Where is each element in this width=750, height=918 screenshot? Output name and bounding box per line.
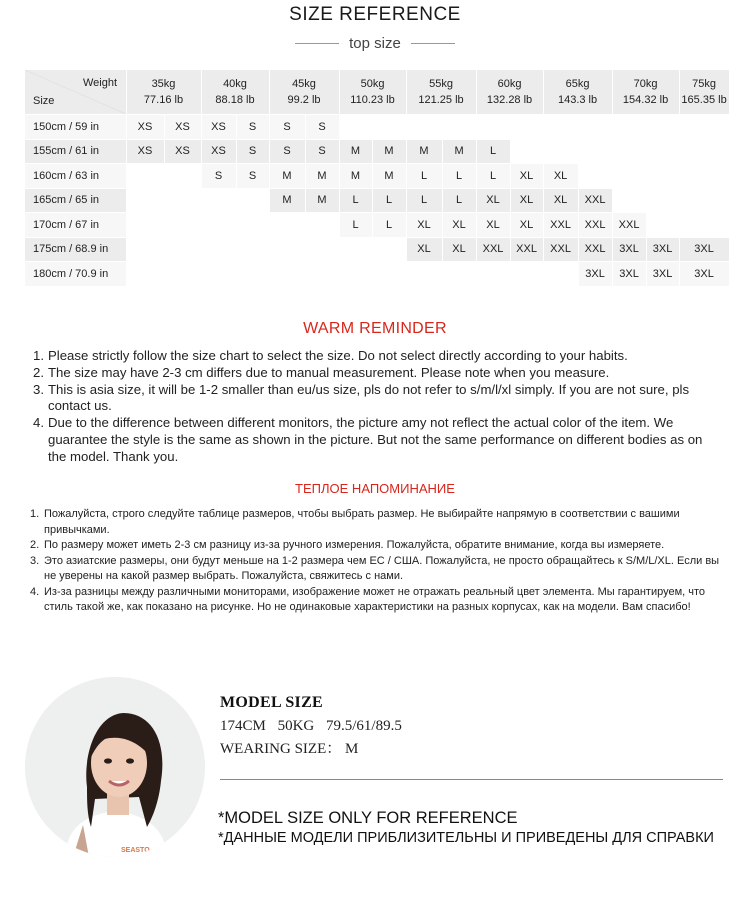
model-portrait-illustration	[25, 677, 205, 857]
size-cell	[646, 139, 679, 164]
height-label: 180cm / 70.9 in	[25, 262, 126, 287]
subtitle: top size	[349, 35, 401, 52]
size-cell: XS	[201, 139, 236, 164]
size-cell	[236, 262, 269, 287]
size-cell	[679, 164, 729, 189]
list-item	[30, 507, 730, 538]
size-cell: S	[269, 139, 305, 164]
size-cell	[236, 188, 269, 213]
list-item-text: Из-за разницы между различными мониторами, изображение может не отражать реальный цвет элемента. Мы гарантируем, что стиль такой же, как показано на рисунке. Но не одинаковые характеристики на разных корпусах, как на модели. Вам спасибо!	[44, 585, 706, 613]
list-item	[30, 538, 730, 554]
page-title: SIZE REFERENCE	[289, 4, 461, 25]
weight-header-cell	[612, 70, 679, 115]
list-item-number: 2.	[33, 364, 44, 380]
weight-kg: 45kg	[292, 78, 316, 90]
table-header-row	[25, 70, 729, 115]
weight-header-cell	[201, 70, 269, 115]
weight-header-cell	[476, 70, 543, 115]
size-cell: M	[305, 188, 339, 213]
size-cell: XS	[201, 115, 236, 140]
size-cell	[442, 115, 476, 140]
table-row	[25, 139, 729, 164]
size-cell: XS	[126, 115, 164, 140]
size-cell: L	[372, 213, 406, 238]
size-cell	[372, 237, 406, 262]
size-cell	[236, 213, 269, 238]
list-item	[33, 348, 723, 365]
table-corner-cell	[25, 70, 126, 115]
size-cell: 3XL	[646, 262, 679, 287]
size-cell: M	[372, 139, 406, 164]
size-cell: M	[372, 164, 406, 189]
size-cell	[126, 188, 164, 213]
size-cell: XL	[476, 188, 510, 213]
height-label: 160cm / 63 in	[25, 164, 126, 189]
list-item-number: 3.	[30, 554, 40, 567]
weight-lb: 143.3 lb	[557, 94, 598, 106]
list-item	[33, 365, 723, 382]
size-cell	[612, 139, 646, 164]
size-cell	[269, 213, 305, 238]
size-cell: L	[406, 164, 442, 189]
size-cell: XL	[543, 164, 578, 189]
size-cell	[679, 213, 729, 238]
size-cell	[679, 188, 729, 213]
size-cell: S	[236, 139, 269, 164]
size-cell	[201, 213, 236, 238]
list-item	[30, 585, 730, 616]
size-cell	[543, 115, 578, 140]
list-item-text: Это азиатские размеры, они будут меньше на 1-2 размера чем ЕС / США. Пожалуйста, не просто обращайтесь к S/M/L/XL. Если вы не уверены на какой размер выбрать. Пожалуйста, свяжитесь с нами.	[44, 554, 720, 582]
size-cell: M	[339, 164, 372, 189]
size-cell	[510, 139, 543, 164]
warm-reminder-list	[33, 348, 723, 466]
weight-header-cell	[679, 70, 729, 115]
reference-note-ru: *ДАННЫЕ МОДЕЛИ ПРИБЛИЗИТЕЛЬНЫ И ПРИВЕДЕНЫ ДЛЯ СПРАВКИ	[218, 830, 714, 846]
list-item-number: 1.	[30, 508, 40, 520]
size-cell	[164, 213, 201, 238]
list-item-text: The size may have 2-3 cm differs due to manual measurement. Please note when you measure.	[48, 364, 610, 380]
size-cell: XL	[510, 213, 543, 238]
list-item-text: Please strictly follow the size chart to select the size. Do not select directly according to your habits.	[48, 348, 628, 363]
size-cell: XS	[164, 115, 201, 140]
weight-lb: 110.23 lb	[350, 94, 395, 106]
size-cell: L	[339, 213, 372, 238]
size-cell	[201, 188, 236, 213]
size-cell	[646, 164, 679, 189]
size-cell: L	[442, 164, 476, 189]
size-cell	[164, 262, 201, 287]
size-cell: XL	[406, 237, 442, 262]
size-cell	[612, 188, 646, 213]
list-item-number: 3.	[33, 381, 44, 397]
size-cell: M	[339, 139, 372, 164]
size-cell: XL	[476, 213, 510, 238]
size-cell: S	[201, 164, 236, 189]
size-cell	[406, 262, 442, 287]
size-cell	[578, 115, 612, 140]
weight-kg: 60kg	[497, 78, 522, 90]
size-cell	[646, 115, 679, 140]
weight-header-cell	[543, 70, 612, 115]
size-cell	[372, 262, 406, 287]
size-cell	[612, 115, 646, 140]
list-item	[30, 554, 730, 585]
size-cell	[305, 262, 339, 287]
reference-note-en: *MODEL SIZE ONLY FOR REFERENCE	[218, 809, 518, 827]
weight-header-cell	[406, 70, 476, 115]
size-cell: XL	[510, 164, 543, 189]
weight-kg: 75kg	[692, 78, 716, 90]
size-cell	[372, 115, 406, 140]
size-cell: M	[406, 139, 442, 164]
model-stats: 174CM 50KG 79.5/61/89.5	[220, 718, 402, 734]
size-cell	[679, 139, 729, 164]
size-cell: XXL	[543, 213, 578, 238]
warm-reminder-title: WARM REMINDER	[303, 320, 447, 337]
size-cell	[164, 188, 201, 213]
table-row	[25, 213, 729, 238]
size-cell: S	[269, 115, 305, 140]
size-cell: S	[236, 164, 269, 189]
size-cell: 3XL	[612, 237, 646, 262]
size-cell: M	[269, 164, 305, 189]
size-cell: S	[236, 115, 269, 140]
size-chart-table	[25, 70, 730, 287]
size-cell: XXL	[612, 213, 646, 238]
size-label: Size	[33, 95, 55, 107]
size-cell: L	[442, 188, 476, 213]
size-cell	[476, 262, 510, 287]
size-cell	[339, 237, 372, 262]
size-cell	[612, 164, 646, 189]
size-cell	[442, 262, 476, 287]
size-cell: XXL	[578, 213, 612, 238]
size-cell	[578, 164, 612, 189]
height-label: 175cm / 68.9 in	[25, 237, 126, 262]
size-cell: 3XL	[679, 237, 729, 262]
table-row	[25, 262, 729, 287]
size-cell	[201, 262, 236, 287]
size-cell: S	[305, 115, 339, 140]
size-cell	[510, 115, 543, 140]
subtitle-row	[0, 35, 750, 52]
weight-kg: 70kg	[633, 78, 658, 90]
list-item-text: Due to the difference between different monitors, the picture amy not reflect the actual color of the item. We guarantee the style is the same as shown in the picture. But not the same performance on different bodies as on the model. Thank you.	[48, 415, 703, 464]
size-cell	[406, 115, 442, 140]
size-cell	[476, 115, 510, 140]
size-cell	[543, 139, 578, 164]
size-cell	[510, 262, 543, 287]
list-item-text: Пожалуйста, строго следуйте таблице размеров, чтобы выбрать размер. Не выбирайте напрямую в соответствии с вашими привычками.	[44, 508, 680, 536]
size-cell: M	[442, 139, 476, 164]
warm-reminder-list-ru	[30, 507, 730, 616]
weight-header-cell	[269, 70, 339, 115]
list-item	[33, 382, 723, 416]
subtitle-divider-left	[295, 43, 339, 44]
size-cell: 3XL	[612, 262, 646, 287]
size-cell	[646, 213, 679, 238]
weight-kg: 35kg	[151, 78, 176, 90]
size-cell	[679, 115, 729, 140]
height-label: 170cm / 67 in	[25, 213, 126, 238]
size-cell: M	[305, 164, 339, 189]
weight-lb: 99.2 lb	[287, 94, 321, 106]
shirt-print-text: SEASTO	[121, 847, 150, 854]
table-row	[25, 237, 729, 262]
size-cell: L	[476, 164, 510, 189]
size-cell: L	[476, 139, 510, 164]
size-cell	[269, 237, 305, 262]
size-cell	[269, 262, 305, 287]
size-cell: 3XL	[679, 262, 729, 287]
size-cell	[305, 237, 339, 262]
size-cell	[126, 262, 164, 287]
size-cell: XL	[442, 237, 476, 262]
table-row	[25, 115, 729, 140]
model-wearing-size: WEARING SIZE： M	[220, 741, 359, 757]
size-cell: XL	[510, 188, 543, 213]
height-label: 165cm / 65 in	[25, 188, 126, 213]
size-cell	[646, 188, 679, 213]
size-cell: XL	[406, 213, 442, 238]
table-row	[25, 164, 729, 189]
size-cell: XXL	[578, 237, 612, 262]
size-cell: XS	[164, 139, 201, 164]
height-label: 155cm / 61 in	[25, 139, 126, 164]
size-cell: XXL	[578, 188, 612, 213]
weight-lb: 77.16 lb	[143, 94, 184, 106]
subtitle-divider-right	[411, 43, 455, 44]
size-cell	[126, 237, 164, 262]
table-row	[25, 188, 729, 213]
size-cell	[578, 139, 612, 164]
size-cell	[339, 115, 372, 140]
size-cell	[126, 213, 164, 238]
weight-kg: 50kg	[360, 78, 385, 90]
size-cell: S	[305, 139, 339, 164]
size-cell: 3XL	[578, 262, 612, 287]
list-item	[33, 415, 723, 465]
weight-lb: 88.18 lb	[215, 94, 255, 106]
size-cell: L	[406, 188, 442, 213]
size-cell: 3XL	[646, 237, 679, 262]
size-cell: XXL	[510, 237, 543, 262]
weight-kg: 40kg	[223, 78, 247, 90]
size-cell	[201, 237, 236, 262]
size-cell: XL	[442, 213, 476, 238]
size-cell: L	[372, 188, 406, 213]
weight-lb: 154.32 lb	[622, 94, 669, 106]
list-item-number: 1.	[33, 348, 44, 363]
size-cell	[164, 237, 201, 262]
size-cell: L	[339, 188, 372, 213]
weight-label: Weight	[83, 77, 118, 89]
size-cell	[339, 262, 372, 287]
size-cell: XXL	[476, 237, 510, 262]
size-cell	[164, 164, 201, 189]
list-item-number: 2.	[30, 539, 40, 551]
size-cell: XL	[543, 188, 578, 213]
model-photo	[25, 677, 205, 857]
size-cell	[236, 237, 269, 262]
list-item-text: This is asia size, it will be 1-2 smaller than eu/us size, pls do not refer to s/m/l/xl simply. If you are not sure, pls contact us.	[48, 381, 690, 414]
list-item-number: 4.	[33, 415, 44, 431]
list-item-number: 4.	[30, 585, 40, 598]
weight-lb: 121.25 lb	[418, 94, 464, 106]
size-cell: XS	[126, 139, 164, 164]
size-cell	[126, 164, 164, 189]
size-cell: XXL	[543, 237, 578, 262]
weight-lb: 132.28 lb	[486, 94, 533, 106]
size-cell	[543, 262, 578, 287]
model-divider	[220, 779, 723, 780]
weight-header-cell	[339, 70, 406, 115]
list-item-text: По размеру может иметь 2-3 см разницу из-за ручного измерения. Пожалуйста, обратите внимание, когда вы измеряете.	[44, 539, 665, 551]
weight-kg: 55kg	[429, 78, 453, 90]
model-size-label: MODEL SIZE	[220, 694, 324, 711]
weight-header-cell	[126, 70, 201, 115]
size-cell: M	[269, 188, 305, 213]
height-label: 150cm / 59 in	[25, 115, 126, 140]
size-cell	[305, 213, 339, 238]
warm-reminder-title-ru: ТЕПЛОЕ НАПОМИНАНИЕ	[295, 481, 455, 496]
weight-lb: 165.35 lb	[681, 94, 727, 106]
weight-kg: 65kg	[565, 78, 590, 90]
